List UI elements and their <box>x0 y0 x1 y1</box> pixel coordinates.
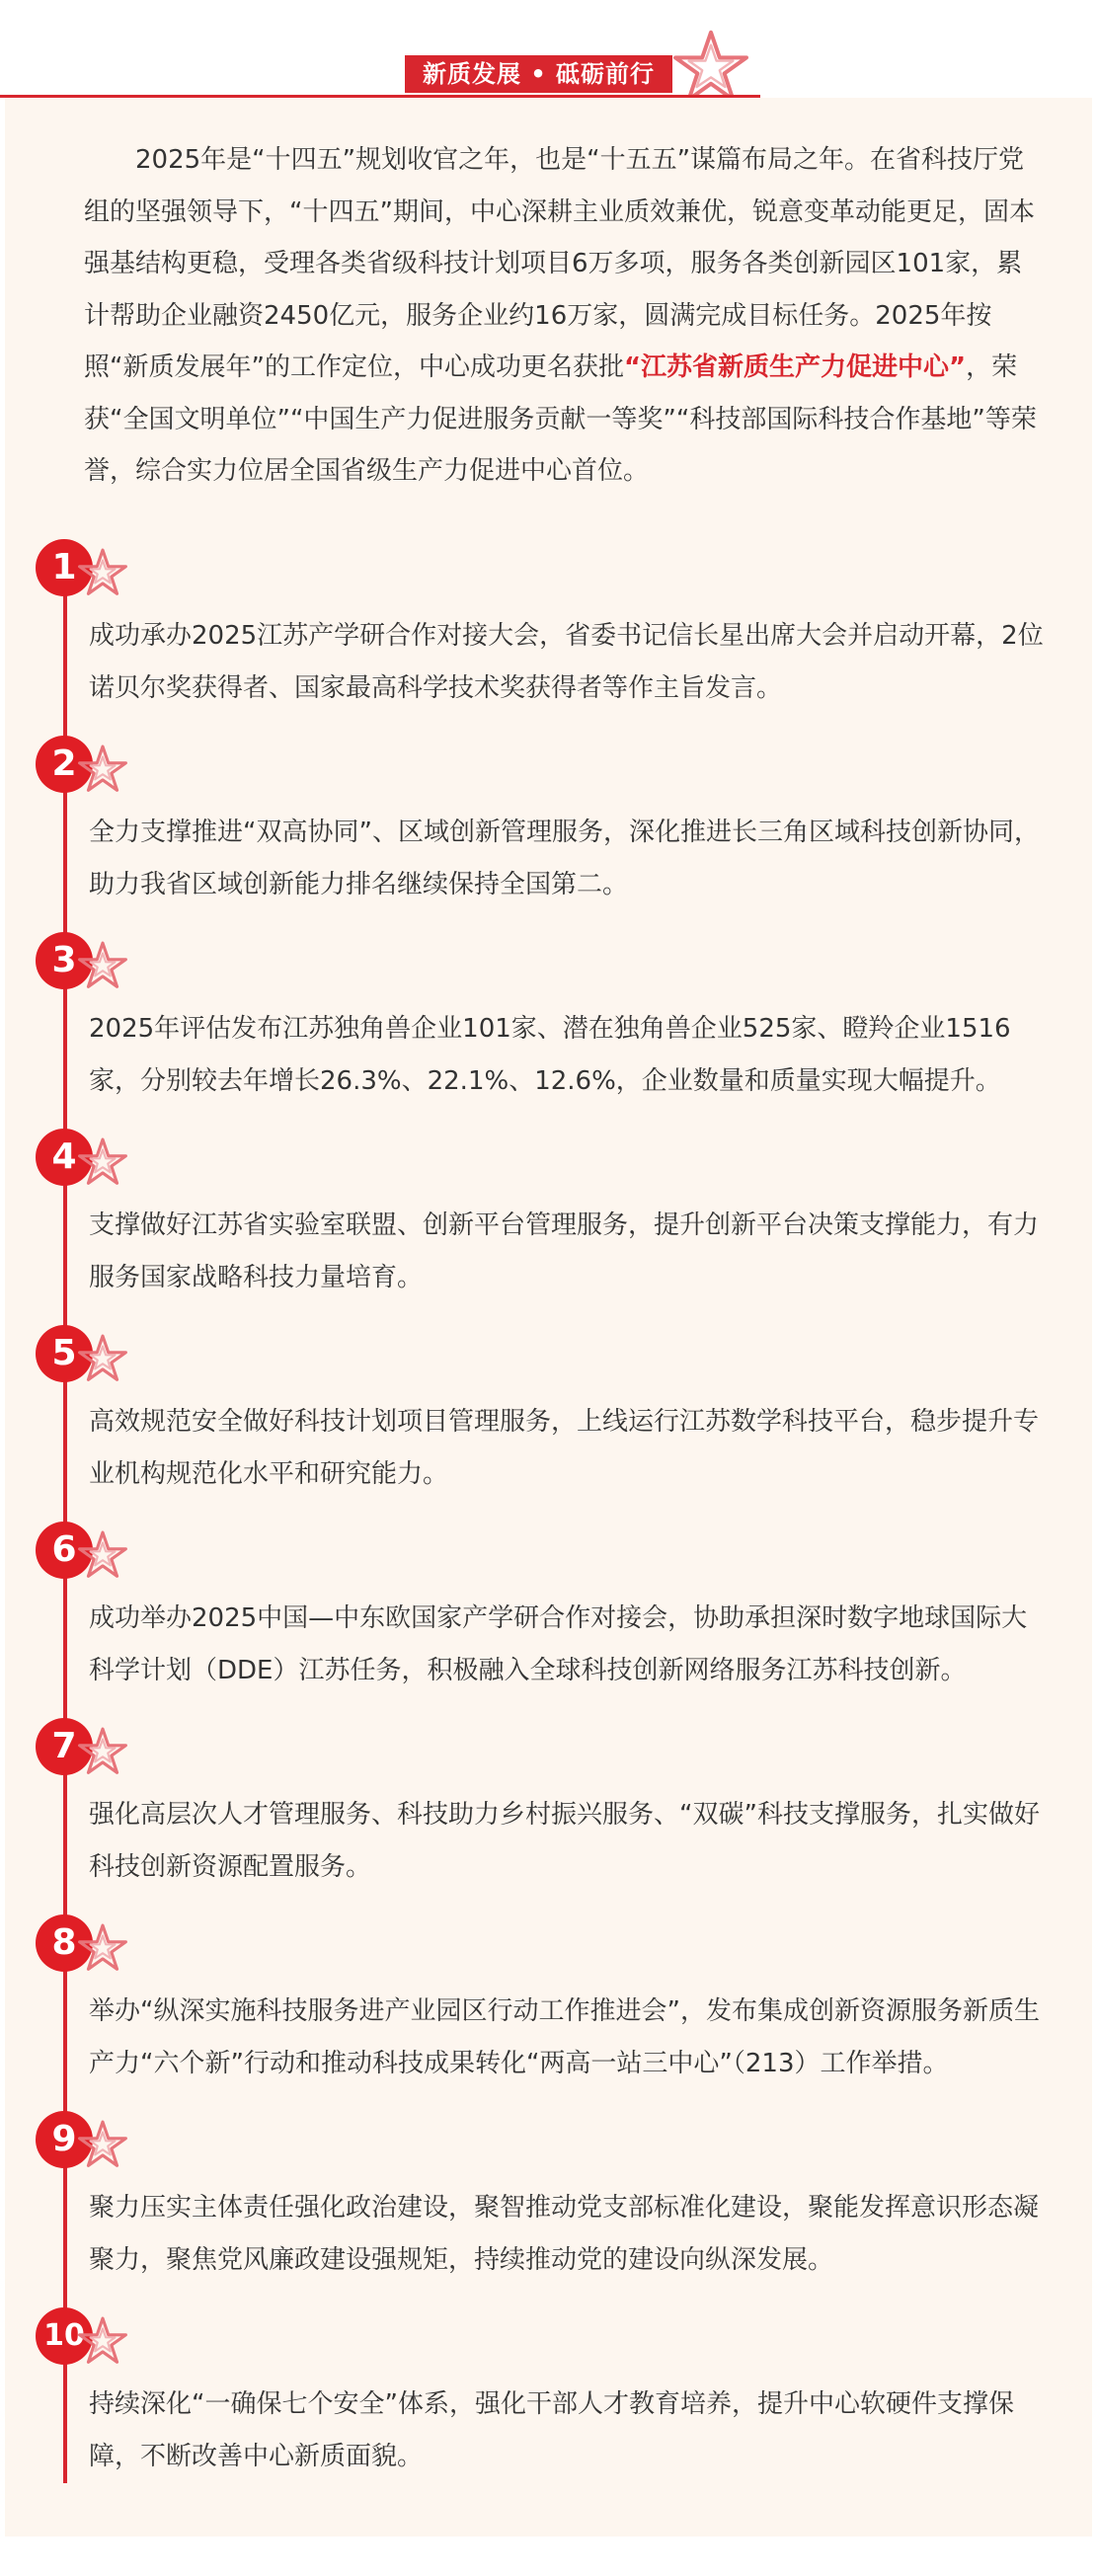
star-outline-icon <box>77 1726 128 1777</box>
star-outline-icon <box>77 2119 128 2170</box>
item-number-badge: 2 <box>36 736 93 793</box>
timeline-line <box>63 543 67 2483</box>
item-number-badge: 10 <box>36 2307 93 2365</box>
star-outline-icon <box>77 1922 128 1974</box>
star-outline-icon <box>77 547 128 598</box>
star-outline-icon <box>77 940 128 991</box>
item-text: 成功承办2025江苏产学研合作对接大会，省委书记信长星出席大会并启动开幕，2位诺贝尔奖获得者、国家最高科学技术奖获得者等作主旨发言。 <box>89 621 1044 703</box>
item-text: 强化高层次人才管理服务、科技助力乡村振兴服务、“双碳”科技支撑服务，扎实做好科技创新资源配置服务。 <box>89 1800 1040 1882</box>
item-text: 举办“纵深实施科技服务进产业园区行动工作推进会”，发布集成创新资源服务新质生产力“六个新”行动和推动科技成果转化“两高一站三中心”（213）工作举措。 <box>89 1996 1040 2078</box>
item-number-badge: 4 <box>36 1129 93 1186</box>
item-text: 全力支撑推进“双高协同”、区域创新管理服务，深化推进长三角区域科技创新协同，助力我省区域创新能力排名继续保持全国第二。 <box>89 818 1040 899</box>
item-number-badge: 8 <box>36 1914 93 1972</box>
item-number-badge: 7 <box>36 1718 93 1775</box>
item-number-badge: 3 <box>36 932 93 989</box>
item-number-badge: 5 <box>36 1325 93 1382</box>
item-number-badge: 1 <box>36 539 93 596</box>
star-outline-icon <box>77 1529 128 1581</box>
intro-highlight: “江苏省新质生产力促进中心” <box>623 352 967 382</box>
item-text: 聚力压实主体责任强化政治建设，聚智推动党支部标准化建设，聚能发挥意识形态凝聚力，聚焦党风廉政建设强规矩，持续推动党的建设向纵深发展。 <box>89 2193 1040 2275</box>
page-title: 新质发展 • 砥砺前行 <box>405 55 672 93</box>
item-text: 2025年评估发布江苏独角兽企业101家、潜在独角兽企业525家、瞪羚企业1516家，分别较去年增长26.3%、22.1%、12.6%，企业数量和质量实现大幅提升。 <box>89 1014 1011 1096</box>
item-number-badge: 9 <box>36 2111 93 2168</box>
star-outline-icon <box>77 2315 128 2367</box>
header <box>0 0 1097 99</box>
item-text: 成功举办2025中国—中东欧国家产学研合作对接会，协助承担深时数字地球国际大科学计划（DDE）江苏任务，积极融入全球科技创新网络服务江苏科技创新。 <box>89 1603 1028 1685</box>
intro-text-2: ，荣获“全国文明单位”“中国生产力促进服务贡献一等奖”“科技部国际科技合作基地”等荣誉，综合实力位居全国省级生产力促进中心首位。 <box>84 352 1037 486</box>
star-outline-icon <box>77 1136 128 1188</box>
intro-text-1: 2025年是“十四五”规划收官之年，也是“十五五”谋篇布局之年。在省科技厅党组的坚强领导下，“十四五”期间，中心深耕主业质效兼优，锐意变革动能更足，固本强基结构更稳，受理各类省级科技计划项目6万多项，服务各类创新园区101家，累计帮助企业融资2450亿元，服务企业约16万家，圆满完成目标任务。2025年按照“新质发展年”的工作定位，中心成功更名获批 <box>84 145 1035 382</box>
item-text: 持续深化“一确保七个安全”体系，强化干部人才教育培养，提升中心软硬件支撑保障，不断改善中心新质面貌。 <box>89 2389 1014 2471</box>
item-number-badge: 6 <box>36 1522 93 1579</box>
item-text: 高效规范安全做好科技计划项目管理服务，上线运行江苏数学科技平台，稳步提升专业机构规范化水平和研究能力。 <box>89 1407 1040 1489</box>
intro-paragraph <box>84 134 1047 498</box>
star-outline-icon <box>77 1333 128 1384</box>
item-text: 支撑做好江苏省实验室联盟、创新平台管理服务，提升创新平台决策支撑能力，有力服务国家战略科技力量培育。 <box>89 1210 1040 1292</box>
star-outline-icon <box>77 743 128 795</box>
